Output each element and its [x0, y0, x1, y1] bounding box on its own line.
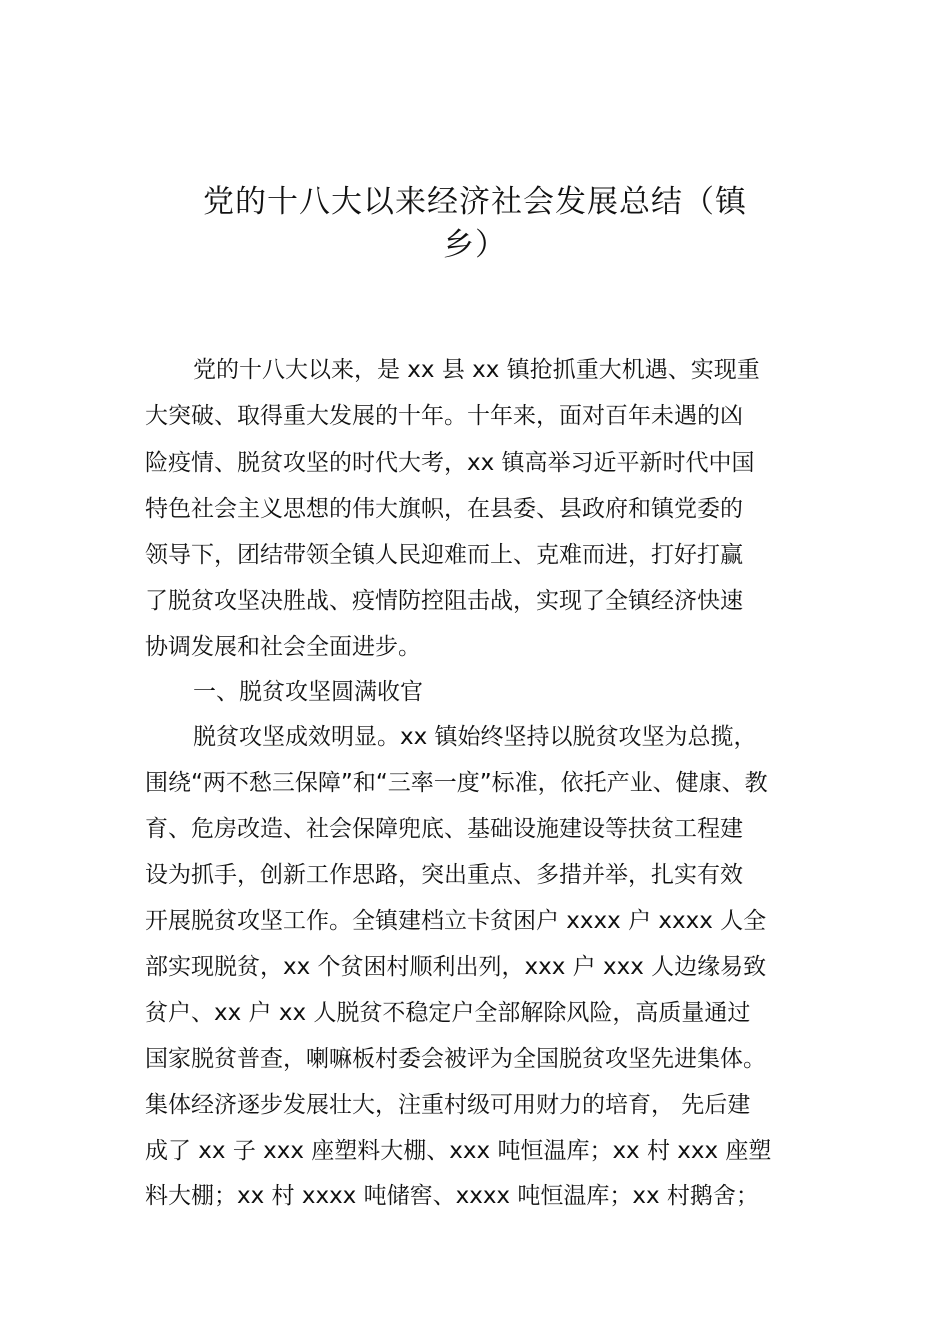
intro-paragraph-line: 党的十八大以来，是 xx 县 xx 镇抢抓重大机遇、实现重	[193, 357, 760, 383]
intro-paragraph-line: 险疫情、脱贫攻坚的时代大考，xx 镇高举习近平新时代中国	[145, 450, 755, 476]
poverty-paragraph-line: 育、危房改造、社会保障兜底、基础设施建设等扶贫工程建	[145, 816, 743, 842]
poverty-paragraph-line: 集体经济逐步发展壮大，注重村级可用财力的培育， 先后建	[145, 1092, 751, 1118]
poverty-paragraph-line: 脱贫攻坚成效明显。xx 镇始终坚持以脱贫攻坚为总揽，	[193, 724, 757, 750]
document-title-line-1: 党的十八大以来经济社会发展总结（镇	[203, 184, 747, 220]
poverty-paragraph-line: 设为抓手，创新工作思路，突出重点、多措并举，扎实有效	[145, 862, 743, 888]
poverty-paragraph-line: 料大棚；xx 村 xxxx 吨储窖、xxxx 吨恒温库；xx 村鹅舍；	[145, 1183, 759, 1209]
intro-paragraph-line: 领导下，团结带领全镇人民迎难而上、克难而进，打好打赢	[145, 542, 743, 568]
poverty-paragraph-line: 国家脱贫普查，喇嘛板村委会被评为全国脱贫攻坚先进集体。	[145, 1046, 766, 1072]
intro-paragraph-line: 大突破、取得重大发展的十年。十年来，面对百年未遇的凶	[145, 403, 743, 429]
intro-paragraph-line: 协调发展和社会全面进步。	[145, 634, 421, 660]
intro-paragraph-line: 特色社会主义思想的伟大旗帜，在县委、县政府和镇党委的	[145, 496, 743, 522]
poverty-paragraph-line: 开展脱贫攻坚工作。全镇建档立卡贫困户 xxxx 户 xxxx 人全	[145, 908, 767, 934]
section-heading: 一、脱贫攻坚圆满收官	[193, 679, 423, 705]
document-title-line-2: 乡）	[443, 227, 507, 263]
intro-paragraph-line: 了脱贫攻坚决胜战、疫情防控阻击战，实现了全镇经济快速	[145, 588, 743, 614]
poverty-paragraph-line: 成了 xx 子 xxx 座塑料大棚、xxx 吨恒温库；xx 村 xxx 座塑	[145, 1138, 772, 1164]
poverty-paragraph-line: 部实现脱贫，xx 个贫困村顺利出列，xxx 户 xxx 人边缘易致	[145, 954, 767, 980]
poverty-paragraph-line: 贫户、xx 户 xx 人脱贫不稳定户全部解除风险，高质量通过	[145, 1000, 751, 1026]
poverty-paragraph-line: 围绕“两不愁三保障”和“三率一度”标准，依托产业、健康、教	[145, 770, 768, 796]
